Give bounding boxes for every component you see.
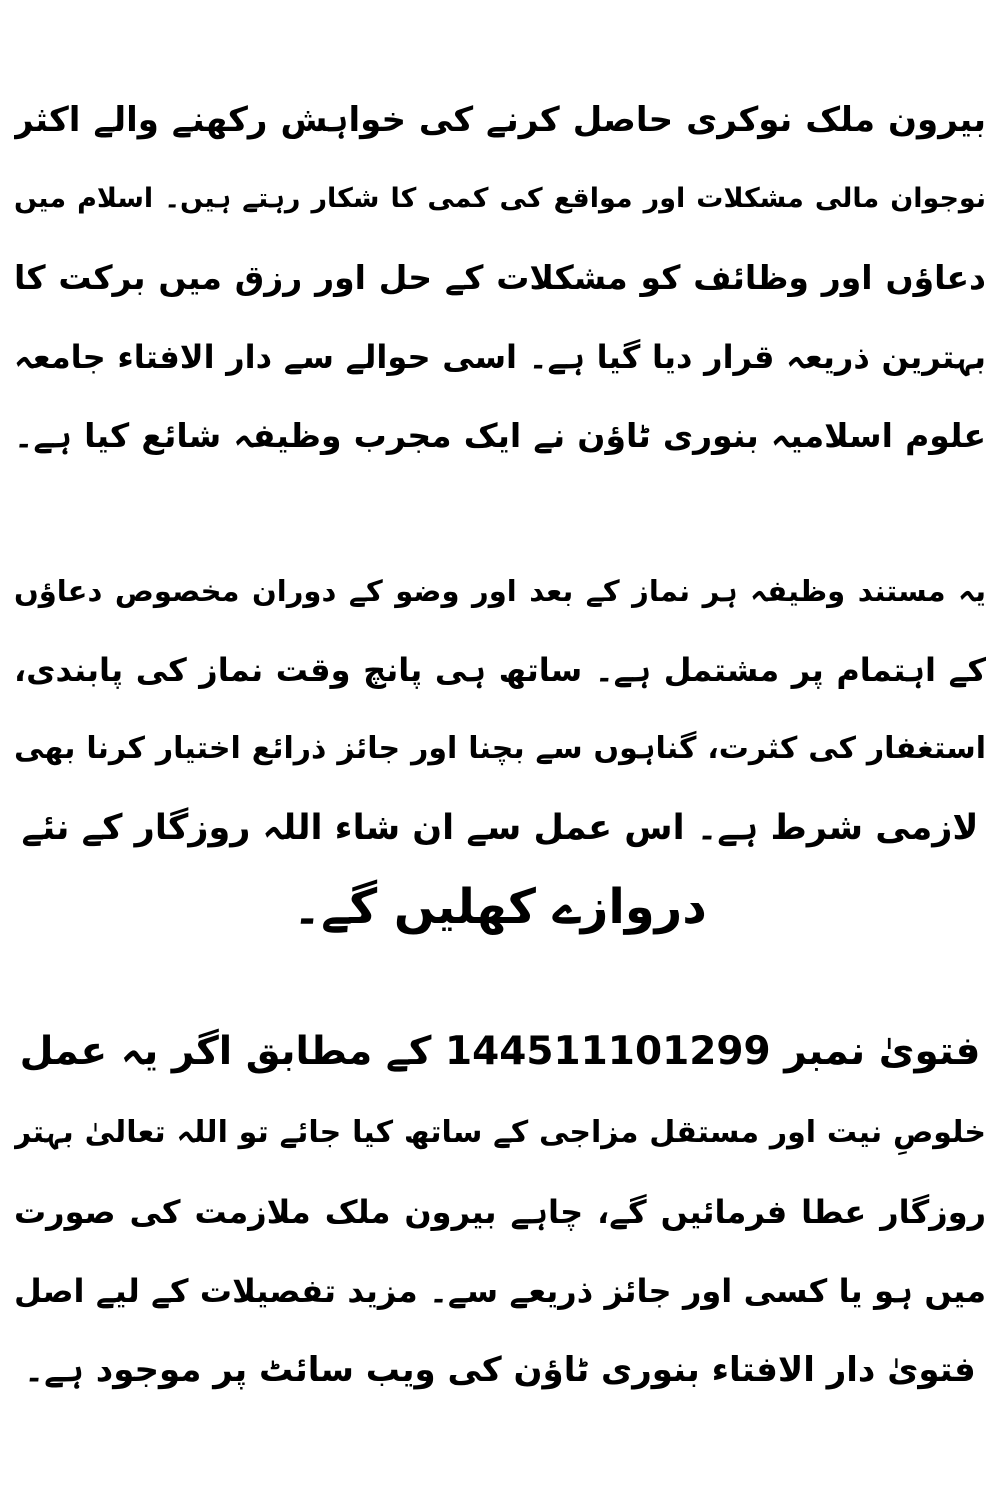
text-line: بہترین ذریعہ قرار دیا گیا ہے۔ اسی حوالے سے دار الافتاء جامعہ xyxy=(14,338,986,376)
text-line: میں ہو یا کسی اور جائز ذریعے سے۔ مزید تفصیلات کے لیے اصل xyxy=(14,1272,986,1310)
text-line: روزگار عطا فرمائیں گے، چاہے بیرون ملک ملازمت کی صورت xyxy=(14,1193,986,1231)
text-line: فتویٰ دار الافتاء بنوری ٹاؤن کی ویب سائٹ پر موجود ہے۔ xyxy=(24,1350,976,1390)
text-line: نوجوان مالی مشکلات اور مواقع کی کمی کا شکار رہتے ہیں۔ اسلام میں xyxy=(14,183,986,214)
text-line: دعاؤں اور وظائف کو مشکلات کے حل اور رزق میں برکت کا xyxy=(14,258,986,297)
text-line: یہ مستند وظیفہ ہر نماز کے بعد اور وضو کے دوران مخصوص دعاؤں xyxy=(14,574,986,608)
text-line: کے اہتمام پر مشتمل ہے۔ ساتھ ہی پانچ وقت نماز کی پابندی، xyxy=(14,651,986,689)
text-line: خلوصِ نیت اور مستقل مزاجی کے ساتھ کیا جائے تو اللہ تعالیٰ بہتر xyxy=(14,1115,986,1150)
text-line: استغفار کی کثرت، گناہوں سے بچنا اور جائز ذرائع اختیار کرنا بھی xyxy=(14,731,986,766)
fatwa-number-line: فتویٰ نمبر 144511101299 کے مطابق اگر یہ عمل xyxy=(19,1029,981,1074)
text-line: لازمی شرط ہے۔ اس عمل سے ان شاء اللہ روزگار کے نئے xyxy=(21,808,979,848)
text-line: بیرون ملک نوکری حاصل کرنے کی خواہش رکھنے والے اکثر xyxy=(14,100,986,140)
text-line: علوم اسلامیہ بنوری ٹاؤن نے ایک مجرب وظیفہ شائع کیا ہے۔ xyxy=(14,416,986,455)
text-line: دروازے کھلیں گے۔ xyxy=(293,879,707,935)
